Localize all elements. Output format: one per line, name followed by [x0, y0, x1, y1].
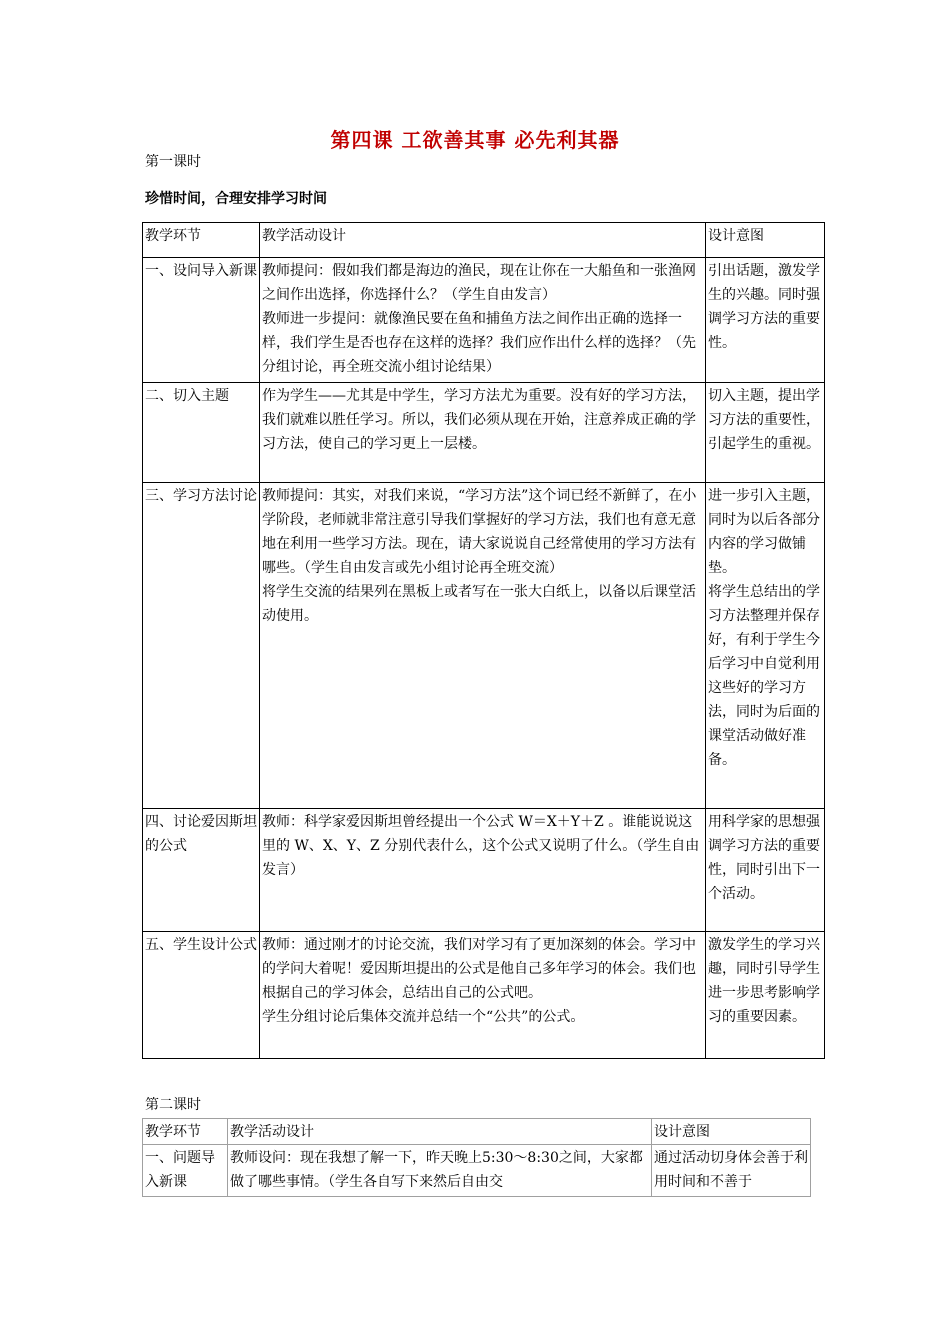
activity-cell: [260, 932, 706, 1059]
lesson-1-label: 第一课时: [145, 154, 201, 170]
stage-cell: 五、学生设计公式: [143, 932, 260, 1059]
intent-cell: [706, 483, 825, 809]
activity-paragraph: 教师：通过刚才的讨论交流，我们对学习有了更加深刻的体会。学习中的学问大着呢！爱因斯坦提出的公式是他自己多年学习的体会。我们也根据自己的学习体会，总结出自己的公式吧。: [262, 937, 696, 1001]
intent-cell: [706, 809, 825, 932]
activity-cell: [260, 383, 706, 483]
table-header-row: [143, 1119, 811, 1145]
table-row: [143, 483, 825, 809]
stage-cell: 三、学习方法讨论: [143, 483, 260, 809]
header-intent: 设计意图: [706, 223, 825, 258]
lesson-2-table: [142, 1118, 811, 1197]
header-stage: 教学环节: [143, 223, 260, 258]
header-intent: 设计意图: [652, 1119, 811, 1145]
table-row: [143, 1145, 811, 1197]
intent-paragraph: 进一步引入主题，同时为以后各部分内容的学习做铺垫。: [708, 488, 820, 576]
activity-cell: [228, 1145, 652, 1197]
intent-paragraph: 用科学家的思想强调学习方法的重要性，同时引出下一个活动。: [708, 814, 820, 902]
section-subtitle: 珍惜时间，合理安排学习时间: [145, 191, 327, 207]
header-activity: 教学活动设计: [228, 1119, 652, 1145]
table-row: [143, 809, 825, 932]
header-stage: 教学环节: [143, 1119, 228, 1145]
stage-cell: 一、设问导入新课: [143, 258, 260, 383]
table-row: [143, 383, 825, 483]
intent-cell: [706, 258, 825, 383]
intent-paragraph: 激发学生的学习兴趣，同时引导学生进一步思考影响学习的重要因素。: [708, 937, 820, 1025]
activity-paragraph: 教师提问：其实，对我们来说，“学习方法”这个词已经不新鲜了，在小学阶段，老师就非常注意引导我们掌握好的学习方法，我们也有意无意地在利用一些学习方法。现在，请大家说说自己经常使用的学习方法有哪些。（学生自由发言或先小组讨论再全班交流）: [262, 488, 697, 576]
activity-paragraph: 教师提问：假如我们都是海边的渔民，现在让你在一大船鱼和一张渔网之间作出选择，你选择什么？（学生自由发言）: [262, 263, 696, 303]
intent-paragraph: 将学生总结出的学习方法整理并保存好，有利于学生今后学习中自觉利用这些好的学习方法，同时为后面的课堂活动做好准备。: [708, 584, 820, 768]
activity-paragraph: 教师设问：现在我想了解一下，昨天晚上5:30～8:30之间，大家都做了哪些事情。（学生各自写下来然后自由交: [230, 1150, 643, 1190]
stage-cell: 二、切入主题: [143, 383, 260, 483]
intent-paragraph: 切入主题，提出学习方法的重要性，引起学生的重视。: [708, 388, 820, 452]
activity-cell: [260, 809, 706, 932]
stage-cell: 一、问题导入新课: [143, 1145, 228, 1197]
page-title: 第四课 工欲善其事 必先利其器: [330, 128, 620, 152]
activity-paragraph: 教师：科学家爱因斯坦曾经提出一个公式 W＝X＋Y＋Z 。谁能说说这里的 W、X、Y、Z 分别代表什么，这个公式又说明了什么。（学生自由发言）: [262, 814, 700, 878]
intent-paragraph: 引出话题，激发学生的兴趣。同时强调学习方法的重要性。: [708, 263, 820, 351]
activity-paragraph: 教师进一步提问：就像渔民要在鱼和捕鱼方法之间作出正确的选择一样，我们学生是否也存在这样的选择？我们应作出什么样的选择？（先分组讨论，再全班交流小组讨论结果）: [262, 311, 696, 375]
activity-cell: [260, 483, 706, 809]
activity-paragraph: 学生分组讨论后集体交流并总结一个“公共”的公式。: [262, 1009, 585, 1025]
intent-cell: [706, 932, 825, 1059]
table-row: [143, 932, 825, 1059]
stage-cell: 四、讨论爱因斯坦的公式: [143, 809, 260, 932]
activity-paragraph: 作为学生——尤其是中学生，学习方法尤为重要。没有好的学习方法，我们就难以胜任学习。所以，我们必须从现在开始，注意养成正确的学习方法，使自己的学习更上一层楼。: [262, 388, 696, 452]
intent-cell: [652, 1145, 811, 1197]
intent-paragraph: 通过活动切身体会善于利用时间和不善于: [654, 1150, 808, 1190]
table-row: [143, 258, 825, 383]
header-activity: 教学活动设计: [260, 223, 706, 258]
intent-cell: [706, 383, 825, 483]
lesson-1-table: [142, 222, 825, 1059]
activity-paragraph: 将学生交流的结果列在黑板上或者写在一张大白纸上，以备以后课堂活动使用。: [262, 584, 696, 624]
activity-cell: [260, 258, 706, 383]
table-header-row: [143, 223, 825, 258]
lesson-2-label: 第二课时: [145, 1097, 201, 1113]
